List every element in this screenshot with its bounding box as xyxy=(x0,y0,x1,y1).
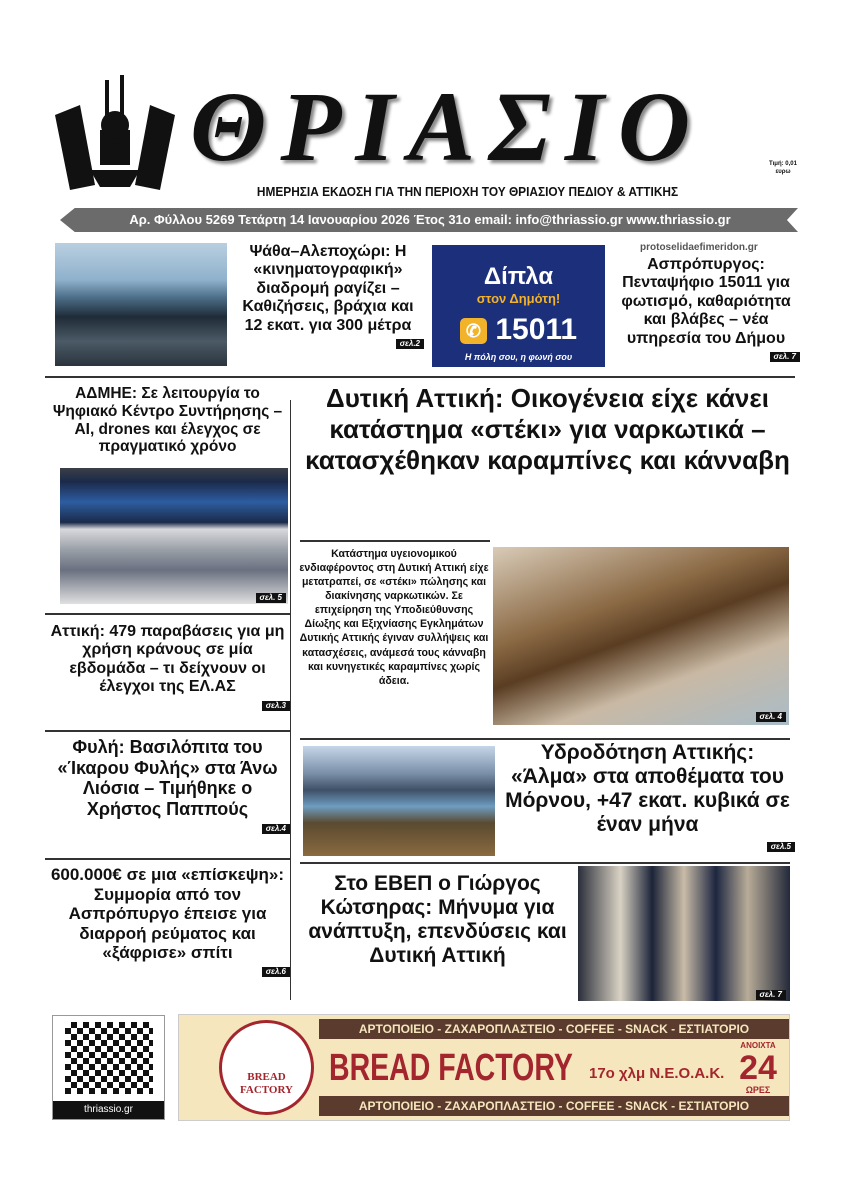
fyli-headline[interactable]: Φυλή: Βασιλόπιτα του «Ίκαρου Φυλής» στα Άνω Λιόσια – Τιμήθηκε ο Χρήστος Παππούς xyxy=(57,737,278,820)
admie-headline[interactable]: ΑΔΜΗΕ: Σε λειτουργία το Ψηφιακό Κέντρο Συντήρησης – AI, drones και έλεγχος σε πραγματικό χρόνο xyxy=(52,385,283,456)
evep-photo xyxy=(578,866,790,1001)
source-watermark: protoselidaefimeridon.gr xyxy=(640,242,758,253)
ad-sub: στον Δημότη! xyxy=(476,291,561,306)
main-headline[interactable]: Δυτική Αττική: Οικογένεια είχε κάνει κατάστημα «στέκι» για ναρκωτικά – κατασχέθηκαν καραμπίνες και κάνναβη xyxy=(305,383,790,476)
page-ref: σελ.6 xyxy=(262,967,290,977)
ad-strip-top: ΑΡΤΟΠΟΙΕΙΟ - ΖΑΧΑΡΟΠΛΑΣΤΕΙΟ - COFFEE - SNACK - ΕΣΤΙΑΤΟΡΙΟ xyxy=(319,1019,789,1039)
aspropyrgos-article xyxy=(612,256,800,362)
ad-hours-unit: ΩΡΕΣ xyxy=(745,1085,771,1095)
water-headline[interactable]: Υδροδότηση Αττικής: «Άλμα» στα αποθέματα του Μόρνου, +47 εκατ. κυβικά σε έναν μήνα xyxy=(505,741,790,837)
main-photo xyxy=(493,547,789,725)
page-ref: σελ. 7 xyxy=(756,990,786,1000)
divider xyxy=(45,376,795,378)
price: Τιμή: 0,01 ευρω xyxy=(769,161,797,175)
divider xyxy=(300,738,790,740)
theft-article xyxy=(45,865,290,977)
ad-number: 15011 xyxy=(495,313,578,346)
attiki-headline[interactable]: Αττική: 479 παραβάσεις για μη χρήση κράνους σε μία εβδομάδα – τι δείχνουν οι έλεγχοι της ΕΛ.ΑΣ xyxy=(50,623,285,696)
divider xyxy=(45,613,290,615)
aspropyrgos-headline[interactable]: Ασπρόπυργος: Πενταψήφιο 15011 για φωτισμό, καθαριότητα και βλάβες – νέα υπηρεσία του Δήμου xyxy=(621,256,791,347)
divider xyxy=(300,540,490,542)
page-ref: σελ.2 xyxy=(396,339,424,349)
page-ref: σελ. 7 xyxy=(770,352,800,362)
psatha-photo xyxy=(55,243,227,366)
main-body: Κατάστημα υγειονομικού ενδιαφέροντος στη Δυτική Αττική είχε μετατραπεί, σε «στέκι» πώλησης και διακίνησης ναρκωτικών. Σε επιχείρηση της Υποδιεύθυνσης Δίωξης και Εξιχνίασης Εγκλημάτων Δυτικής Αττικής έγιναν συλλήψεις και κατασχέσεις, ανάμεσά τους κάνναβη και κυνηγετικές καραμπίνες χωρίς άδεια. xyxy=(299,548,489,687)
qr-code[interactable] xyxy=(52,1015,165,1120)
attiki-article xyxy=(45,623,290,711)
ad-hours-block xyxy=(733,1041,783,1096)
page-ref: σελ.4 xyxy=(262,824,290,834)
divider xyxy=(45,730,290,732)
theft-headline[interactable]: 600.000€ σε μια «επίσκεψη»: Συμμορία από τον Ασπρόπυργο έπεισε για διαρροή ρεύματος και «ξάφρισε» σπίτι xyxy=(50,865,285,963)
divider xyxy=(45,858,290,860)
ad-logo: BREAD FACTORY xyxy=(219,1020,314,1115)
admie-photo xyxy=(60,468,288,604)
page-ref: σελ.5 xyxy=(767,842,795,852)
qr-label: thriassio.gr xyxy=(53,1101,164,1119)
psatha-headline[interactable]: Ψάθα–Αλεποχώρι: Η «κινηματογραφική» διαδρομή ραγίζει – Καθιζήσεις, βράχια και 12 εκατ. για 300 μέτρα xyxy=(242,243,414,334)
psatha-article xyxy=(232,243,424,349)
evep-headline[interactable]: Στο ΕΒΕΠ ο Γιώργος Κώτσηρας: Μήνυμα για ανάπτυξη, επενδύσεις και Δυτική Αττική xyxy=(308,872,567,968)
ad-strip-bottom: ΑΡΤΟΠΟΙΕΙΟ - ΖΑΧΑΡΟΠΛΑΣΤΕΙΟ - COFFEE - SNACK - ΕΣΤΙΑΤΟΡΙΟ xyxy=(319,1096,789,1116)
ad-slogan: Η πόλη σου, η φωνή σου xyxy=(464,352,573,362)
ad-hours: 24 xyxy=(739,1049,777,1087)
column-rule xyxy=(290,400,291,1000)
page-ref: σελ.3 xyxy=(262,701,290,711)
page-ref: σελ. 4 xyxy=(756,712,786,722)
ad-brand: BREAD FACTORY xyxy=(329,1047,573,1089)
logo xyxy=(50,75,180,195)
page-ref: σελ. 5 xyxy=(256,593,286,603)
mornos-photo xyxy=(303,746,495,856)
fyli-article xyxy=(45,737,290,834)
qr-pattern xyxy=(65,1022,153,1094)
15011-ad xyxy=(432,245,605,367)
issue-line: Αρ. Φύλλου 5269 Τετάρτη 14 Ιανουαρίου 2026 Έτος 31ο email: info@thriassio.gr www.thriassio.gr xyxy=(129,212,731,227)
phone-icon: ✆ xyxy=(460,318,487,344)
masthead-title: ΘΡΙΑΣΙΟ xyxy=(190,71,705,182)
masthead-subtitle: ΗΜΕΡΗΣΙΑ ΕΚΔΟΣΗ ΓΙΑ ΤΗΝ ΠΕΡΙΟΧΗ ΤΟΥ ΘΡΙΑΣΙΟΥ ΠΕΔΙΟΥ & ΑΤΤΙΚΗΣ xyxy=(256,185,679,199)
ad-location: 17ο χλμ Ν.Ε.Ο.Α.Κ. xyxy=(589,1065,725,1082)
ad-title: Δίπλα xyxy=(483,263,554,290)
water-article xyxy=(500,741,795,852)
bread-factory-ad[interactable] xyxy=(178,1014,790,1121)
ad-open: ΑΝΟΙΧΤΑ xyxy=(740,1041,776,1050)
divider xyxy=(300,862,790,864)
